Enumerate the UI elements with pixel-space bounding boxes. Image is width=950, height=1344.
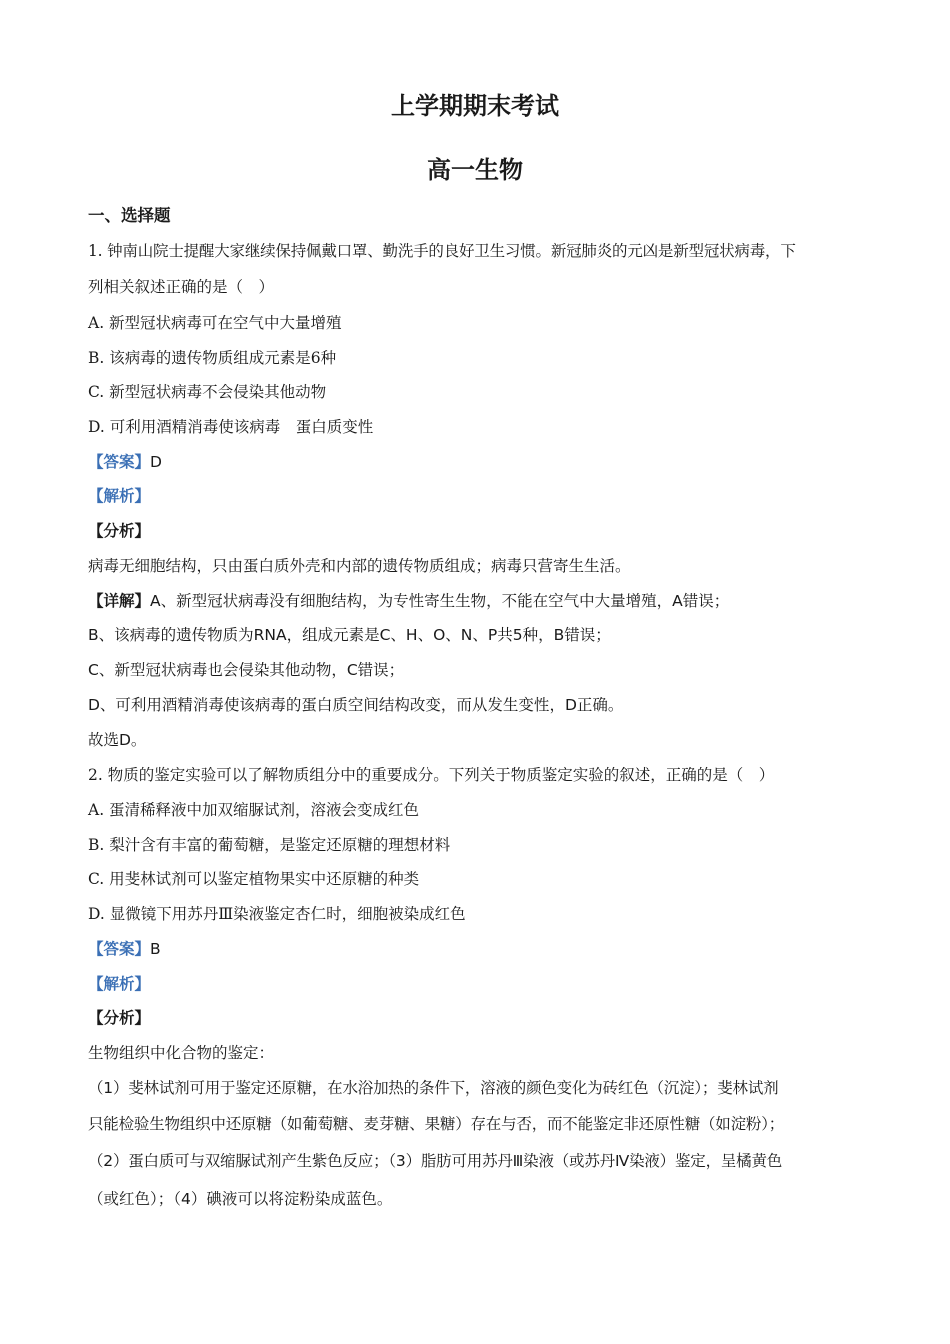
q1-analysis-label: 【解析】 (88, 487, 151, 505)
q2-fenxi-line1: （1）斐林试剂可用于鉴定还原糖，在水浴加热的条件下，溶液的颜色变化为砖红色（沉淀）；斐林试剂 (88, 1079, 779, 1097)
q1-detail-line3: C、新型冠状病毒也会侵染其他动物，C错误； (88, 661, 405, 679)
q2-answer (88, 938, 878, 960)
document-subtitle: 高一生物 (427, 156, 523, 184)
q1-detail-line1 (88, 590, 878, 612)
section-heading: 一、选择题 (88, 206, 171, 225)
answer-value: B (150, 940, 161, 958)
q2-stem: 2. 物质的鉴定实验可以了解物质组分中的重要成分。下列关于物质鉴定实验的叙述，正确的是（ ） (88, 766, 775, 784)
q2-fenxi-line3: （2）蛋白质可与双缩脲试剂产生紫色反应；（3）脂肪可用苏丹Ⅲ染液（或苏丹Ⅳ染液）鉴定，呈橘黄色 (88, 1152, 783, 1170)
q1-option-a: A. 新型冠状病毒可在空气中大量增殖 (88, 314, 342, 332)
q1-option-b: B. 该病毒的遗传物质组成元素是6种 (88, 349, 337, 367)
q1-stem-line1: 1. 钟南山院士提醒大家继续保持佩戴口罩、勤洗手的良好卫生习惯。新冠肺炎的元凶是新型冠状病毒，下 (88, 242, 796, 260)
detail-label: 【详解】 (88, 592, 151, 610)
q1-fenxi-text: 病毒无细胞结构，只由蛋白质外壳和内部的遗传物质组成；病毒只营寄生生活。 (88, 557, 631, 575)
q2-fenxi-line2: 只能检验生物组织中还原糖（如葡萄糖、麦芽糖、果糖）存在与否，而不能鉴定非还原性糖（如淀粉）； (88, 1115, 785, 1133)
q2-option-d: D. 显微镜下用苏丹Ⅲ染液鉴定杏仁时，细胞被染成红色 (88, 905, 466, 923)
document-title: 上学期期末考试 (391, 92, 559, 120)
q2-option-c: C. 用斐林试剂可以鉴定植物果实中还原糖的种类 (88, 870, 420, 888)
q2-analysis-label: 【解析】 (88, 975, 151, 993)
q1-option-d: D. 可利用酒精消毒使该病毒 蛋白质变性 (88, 418, 374, 436)
answer-value: D (150, 453, 162, 471)
answer-label: 【答案】 (88, 940, 151, 958)
q1-conclusion: 故选D。 (88, 731, 147, 749)
q1-stem-line2: 列相关叙述正确的是（ ） (88, 278, 275, 296)
q1-detail-line4: D、可利用酒精消毒使该病毒的蛋白质空间结构改变，而从发生变性，D正确。 (88, 696, 624, 714)
q1-answer (88, 451, 878, 473)
q1-fenxi-label: 【分析】 (88, 522, 151, 540)
q1-option-c: C. 新型冠状病毒不会侵染其他动物 (88, 383, 327, 401)
q2-fenxi-intro: 生物组织中化合物的鉴定： (88, 1044, 275, 1062)
q2-fenxi-label: 【分析】 (88, 1009, 151, 1027)
q2-option-b: B. 梨汁含有丰富的葡萄糖，是鉴定还原糖的理想材料 (88, 836, 451, 854)
q2-option-a: A. 蛋清稀释液中加双缩脲试剂，溶液会变成红色 (88, 801, 420, 819)
answer-label: 【答案】 (88, 453, 151, 471)
q2-fenxi-line4: （或红色）；（4）碘液可以将淀粉染成蓝色。 (88, 1190, 393, 1208)
detail-text: A、新型冠状病毒没有细胞结构，为专性寄生生物，不能在空气中大量增殖，A错误； (150, 592, 730, 610)
q1-detail-line2: B、该病毒的遗传物质为RNA，组成元素是C、H、O、N、P共5种，B错误； (88, 626, 611, 644)
